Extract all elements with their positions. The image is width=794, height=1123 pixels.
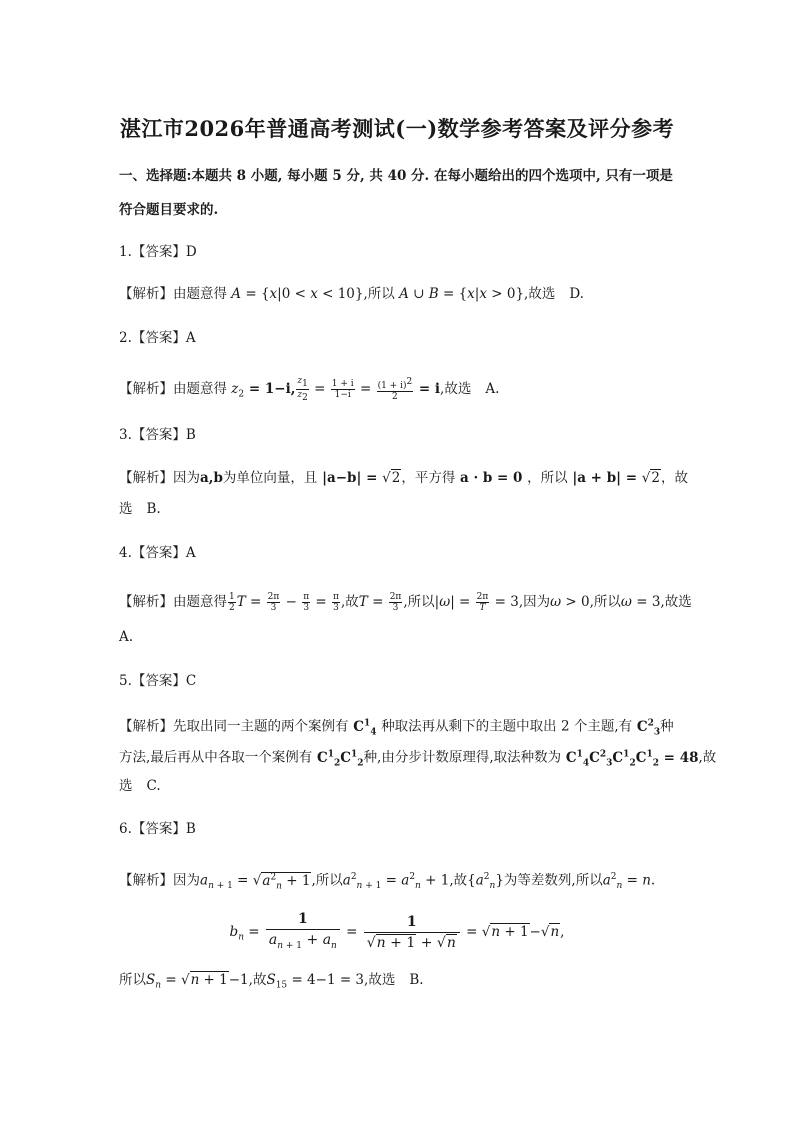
q1-explain-prefix: 【解析】由题意得 (119, 286, 227, 302)
q5-l2a: 方法,最后再从中各取一个案例有 (119, 749, 313, 766)
q5-l2b: 种,由分步计数原理得,取法种数为 (363, 749, 562, 766)
section-heading-line1: 一、选择题:本题共 8 小题, 每小题 5 分, 共 40 分. 在每小题给出的四个选项中, 只有一项是 (119, 168, 673, 184)
q2-answer: 2.【答案】A (119, 330, 196, 346)
q6-conclusion: 所以$S_n = √n + 1-1$,故$S_{15} = 4-1 = 3$,故选 B. (119, 972, 424, 991)
q6-last-mid: ,故 (248, 972, 267, 988)
q2-explain-end: ,故选 (440, 380, 472, 397)
q3-explain-prefix: 【解析】因为 (119, 470, 200, 486)
q6-last-prefix: 所以 (119, 972, 146, 988)
q2-explain-prefix: 【解析】由题意得 (119, 380, 227, 397)
q6-display-equation: $b_n$ = $\frac{1}{a_{n + 1} + a_n}$ = $\frac{1}{√n + 1 + √n}$ = √n + 1−√n, (229, 911, 565, 951)
q3-explain-mid2: ，平方得 (401, 470, 456, 486)
q6-explain-mid1: ,所以 (311, 872, 343, 889)
q5-line3: 选 (119, 778, 133, 794)
q6-explanation: 【解析】因为$a_{n + 1} = √a^2_n + 1$,所以$a^2_{n + 1} = a^2_n + 1$,故$\{a^2_n\}$为等差数列,所以$a^2_n = n$. (119, 872, 656, 892)
q3-answer: 3.【答案】B (119, 427, 196, 443)
q6-explain-end: . (650, 872, 656, 889)
q3-explanation-line2 (119, 499, 161, 519)
q6-last-end: ,故选 (364, 972, 396, 988)
q4-explain-prefix: 【解析】由题意得 (119, 594, 227, 610)
q6-explain-mid3: 为等差数列,所以 (503, 872, 603, 889)
q5-l1a: 【解析】先取出同一主题的两个案例有 (119, 718, 349, 735)
q6-choice: B. (409, 972, 424, 988)
q4-explain-mid2: ,所以 (403, 594, 435, 610)
q4-explanation: 【解析】由题意得 $\frac{1}{2}$ T = $\frac{2\pi}{3}$ − $\frac{\pi}{3}$ = $\frac{\pi}{3}$ ,故T = $\frac{2\pi}{3}$ ,所以|ω| = $\frac{2\pi}{T}$ = 3,因为ω > 0,所以ω = 3,故选 (119, 592, 692, 613)
q4-explain-mid1: ,故 (340, 594, 359, 610)
q4-explain-end: ,故选 (660, 594, 692, 610)
q5-l1c: 种 (660, 718, 674, 735)
q1-answer: 1.【答案】D (119, 244, 197, 260)
q5-explanation-line3 (119, 776, 161, 796)
q6-answer: 6.【答案】B (119, 821, 196, 837)
q5-l1b: 种取法再从剩下的主题中取出 2 个主题,有 (381, 718, 633, 735)
q5-l2c: ,故 (698, 749, 717, 766)
q1-choice: D. (569, 286, 584, 302)
section-heading-line2: 符合题目要求的. (119, 202, 219, 218)
q3-explain-end: ，故 (660, 470, 688, 486)
q4-explain-mid3: ,因为 (518, 594, 551, 610)
q4-answer: 4.【答案】A (119, 545, 196, 561)
q1-set-a: A (231, 286, 242, 302)
q1-explain-mid: ,所以 (363, 286, 395, 302)
q1-explanation: 【解析】由题意得 A = {x|0 < x < 10},所以 A ∪ B = {x|x > 0},故选 D. (119, 286, 584, 302)
q4-choice: A. (119, 629, 134, 645)
q6-explain-prefix: 【解析】因为 (119, 872, 200, 889)
q1-explain-end: ,故选 (524, 286, 556, 302)
q5-choice: C. (146, 778, 161, 794)
q6-explain-mid2: ,故 (449, 872, 468, 889)
q3-choice: B. (146, 501, 161, 517)
q4-explain-mid4: ,所以 (589, 594, 621, 610)
q3-explain-mid3: ，所以 (527, 470, 568, 486)
page-title: 湛江市2026年普通高考测试(一)数学参考答案及评分参考 (119, 116, 675, 141)
q5-explanation-line1: 【解析】先取出同一主题的两个案例有 $C^1_4$ 种取法再从剩下的主题中取出 2 个主题,有 $C^2_3$种 (119, 718, 674, 738)
q3-explanation: 【解析】因为a,b为单位向量，且 |a−b| = √2，平方得 a · b = 0 ，所以 |a + b| = √2，故 (119, 470, 688, 486)
q5-answer: 5.【答案】C (119, 673, 197, 689)
q2-choice: A. (485, 380, 500, 397)
q2-explanation: 【解析】由题意得 $z_2 = 1-i$, $\frac{z_1}{z_2}$ = $\frac{1 + i}{1-i}$ = $\frac{(1 + i)^2}{2}$ = i,故选 A. (119, 376, 500, 403)
q3-line2: 选 (119, 501, 133, 517)
q5-explanation-line2: 方法,最后再从中各取一个案例有 $C^1_2C^1_2$种,由分步计数原理得,取法种数为 $C^1_4C^2_3C^1_2C^1_2 = 48$,故 (119, 749, 717, 769)
q3-explain-mid1: 为单位向量，且 (222, 470, 318, 486)
